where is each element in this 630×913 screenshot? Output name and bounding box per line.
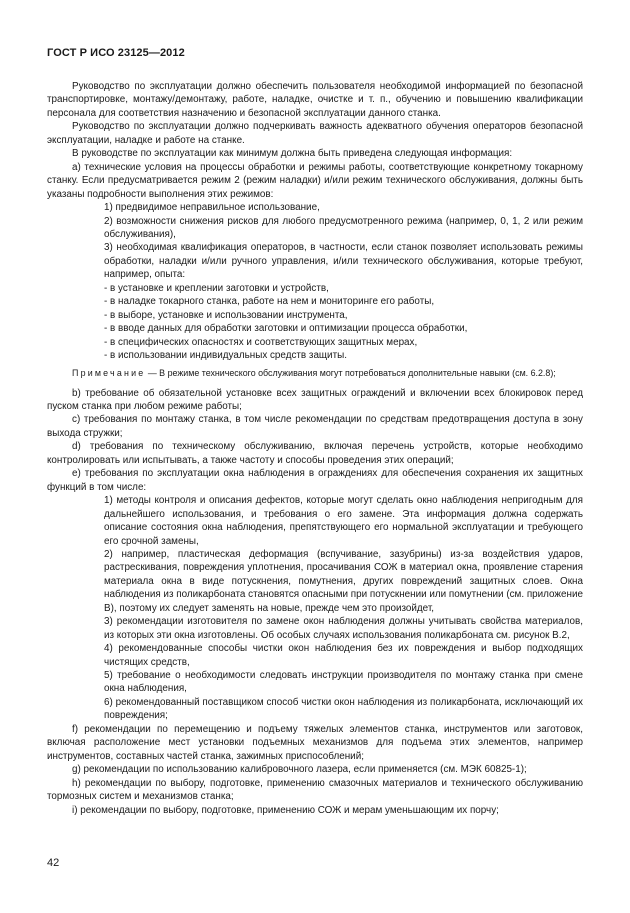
list-item-g: g) рекомендации по использованию калибровочного лазера, если применяется (см. МЭК 60825-1); xyxy=(72,764,527,776)
sub-item: 6) рекомендованный поставщиком способ чистки окон наблюдения из поликарбоната, исключающий их повреждения; xyxy=(104,696,583,722)
list-item-d: d) требования по техническому обслуживанию, включая перечень устройств, которые необходимо контролировать или испытывать, а также частоту и способы проведения этих операций; xyxy=(47,441,583,466)
document-header: ГОСТ Р ИСО 23125—2012 xyxy=(47,47,185,59)
sub-item: 3) рекомендации изготовителя по замене окон наблюдения должны учитывать свойства материалов, из которых эти окна изготовлены. Об особых случаях использования поликарбоната см. рисунок В.2, xyxy=(104,616,583,641)
note-text: — В режиме технического обслуживания могут потребоваться дополнительные навыки (см. 6.2.8); xyxy=(147,367,556,378)
page-number: 42 xyxy=(47,857,60,869)
paragraph: В руководстве по эксплуатации как минимум должна быть приведена следующая информация: xyxy=(72,148,513,160)
note-label: Примечание xyxy=(72,367,146,378)
list-item-a: а) технические условия на процессы обработки и режимы работы, соответствующие конкретному токарному станку. Если предусматривается режим 2 (режим наладки) и/или режим технического обслуживания, должны быть указаны подробности выполнения этих режимов: xyxy=(47,161,583,200)
sub-item: 4) рекомендованные способы чистки окон наблюдения без их повреждения и выбор подходящих чистящих средств, xyxy=(104,643,583,668)
list-item-c: c) требования по монтажу станка, в том числе рекомендации по средствам предотвращения доступа в зону выхода стружки; xyxy=(47,414,583,439)
list-item-i: i) рекомендации по выбору, подготовке, применению СОЖ и мерам уменьшающим их порчу; xyxy=(72,804,499,816)
paragraph: Руководство по эксплуатации должно обеспечить пользователя необходимой информацией по безопасной транспортировке, монтажу/демонтажу, работе, наладке, очистке и т. п., обучению и повышению квалификации персонала для соответствия назначению и безопасной эксплуатации данного станка. xyxy=(47,81,583,119)
list-item-f: f) рекомендации по перемещению и подъему тяжелых элементов станка, инструментов или заготовок, включая расположение мест установки подъемных механизмов для подъема этих элементов, например инструментов, составных частей станка, зажимных приспособлений; xyxy=(47,723,583,762)
paragraph: Руководство по эксплуатации должно подчеркивать важность адекватного обучения операторов безопасной эксплуатации, наладке и работе на станке. xyxy=(47,121,583,146)
sub-item: 1) предвидимое неправильное использование, xyxy=(104,202,320,214)
list-item-h: h) рекомендации по выбору, подготовке, применению смазочных материалов и технического обслуживанию тормозных систем и механизмов станка; xyxy=(47,777,583,803)
sub-item: 3) необходимая квалификация операторов, в частности, если станок позволяет использовать режимы обработки, наладки и/или ручного управления, и/или технического обслуживания, которые требуют, например, опыта: xyxy=(104,242,583,281)
sub-item: 1) методы контроля и описания дефектов, которые могут сделать окно наблюдения непригодным для дальнейшего использования, и требования о его замене. Эта информация должна содержать описание состояния окна наблюдения, препятствующего его нормальной эксплуатации и требующего его срочной замены, xyxy=(104,495,583,547)
bullet-item: - в наладке токарного станка, работе на нем и мониторинге его работы, xyxy=(104,296,435,308)
document-body xyxy=(47,80,583,817)
bullet-item: - в вводе данных для обработки заготовки и оптимизации процесса обработки, xyxy=(104,323,468,335)
bullet-item: - в использовании индивидуальных средств защиты. xyxy=(104,350,347,362)
bullet-item: - в установке и креплении заготовки и устройств, xyxy=(104,282,329,294)
bullet-item: - в выборе, установке и использовании инструмента, xyxy=(104,309,348,321)
sub-item: 2) возможности снижения рисков для любого предусмотренного режима (например, 0, 1, 2 или режим обслуживания), xyxy=(104,215,583,240)
list-item-e: e) требования по эксплуатации окна наблюдения в ограждениях для обеспечения сохранения их защитных функций в том числе: xyxy=(47,468,583,493)
sub-item: 5) требование о необходимости следовать инструкции производителя по монтажу станка при смене окна наблюдения, xyxy=(104,670,583,695)
list-item-b: b) требование об обязательной установке всех защитных ограждений и включении всех блокировок перед пуском станка при любом режиме работы; xyxy=(47,387,583,412)
bullet-item: - в специфических опасностях и соответствующих защитных мерах, xyxy=(104,336,418,348)
sub-item: 2) например, пластическая деформация (вспучивание, зазубрины) из-за воздействия ударов, растрескивания, повреждения уплотнения, просачивания СОЖ в материал окна, проявление старения материала окна в виде потускнения, помутнения, других повреждений защитных слоев. Окна наблюдения из поликарбоната становятся опасными при потускнении или помутнении (см. приложение В), поэтому их следует заменять на новые, прежде чем это произойдет, xyxy=(104,548,583,614)
note xyxy=(47,367,583,379)
